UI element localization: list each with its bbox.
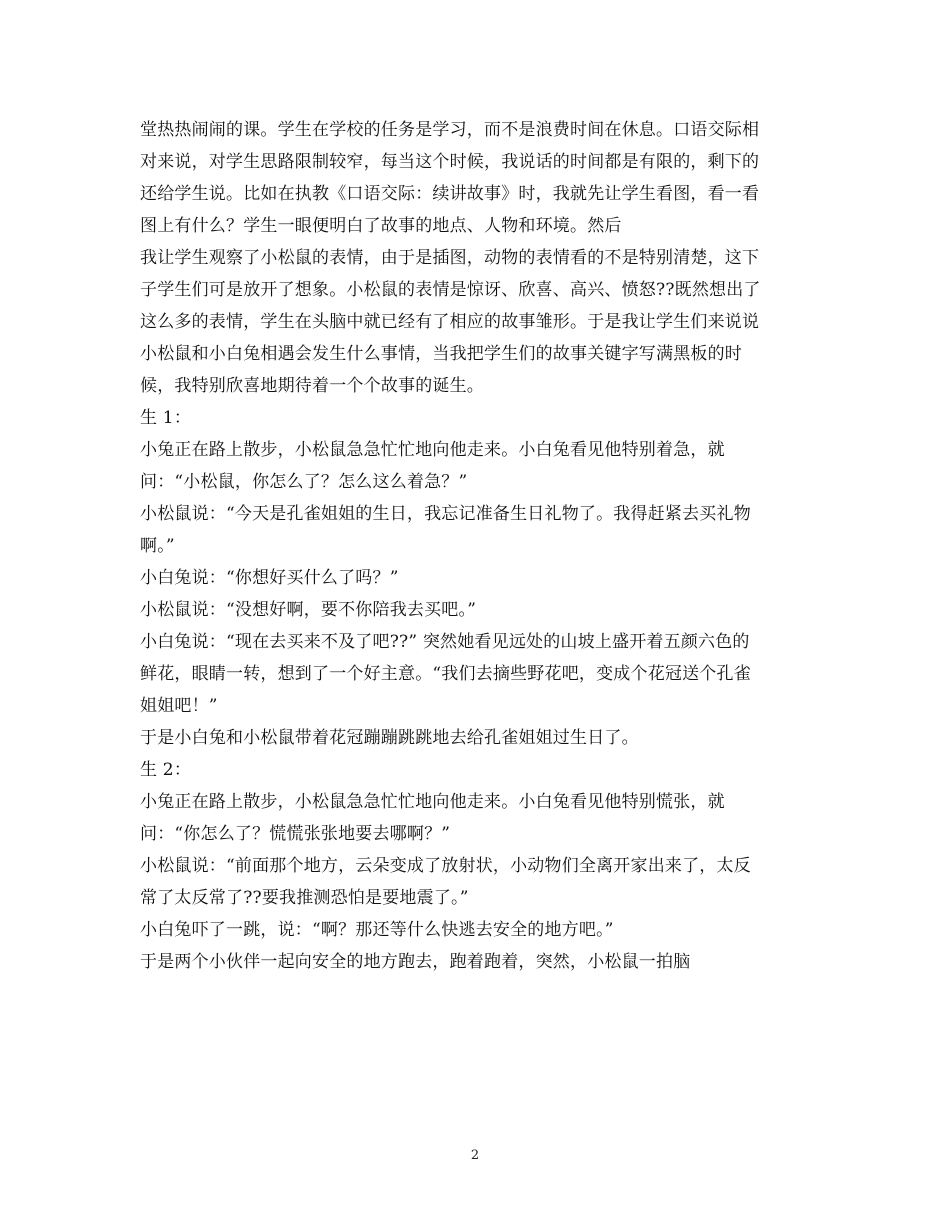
text-line: 问：“小松鼠，你怎么了？怎么这么着急？”: [140, 472, 468, 492]
text-line: 对来说，对学生思路限制较窄，每当这个时候，我说话的时间都是有限的，剩下的: [140, 152, 760, 172]
text-line: 于是小白兔和小松鼠带着花冠蹦蹦跳跳地去给孔雀姐姐过生日了。: [140, 728, 639, 748]
text-line: 小松鼠说：“前面那个地方，云朵变成了放射状，小动物们全离开家出来了，太反: [140, 856, 751, 876]
text-line: 还给学生说。比如在执教《口语交际：续讲故事》时，我就先让学生看图，看一看: [140, 184, 760, 204]
text-line: 小白兔吓了一跳，说：“啊？那还等什么快逃去安全的地方吧。”: [140, 920, 614, 940]
text-line: 堂热热闹闹的课。学生在学校的任务是学习，而不是浪费时间在休息。口语交际相: [140, 120, 760, 140]
text-line: 小松鼠说：“没想好啊，要不你陪我去买吧。”: [140, 600, 477, 620]
text-line: 小兔正在路上散步，小松鼠急急忙忙地向他走来。小白兔看见他特别慌张，就: [140, 792, 725, 812]
text-line: 我让学生观察了小松鼠的表情，由于是插图，动物的表情看的不是特别清楚，这下: [140, 248, 760, 268]
text-line: 候，我特别欣喜地期待着一个个故事的诞生。: [140, 376, 484, 396]
text-line: 鲜花，眼睛一转，想到了一个好主意。“我们去摘些野花吧，变成个花冠送个孔雀: [140, 664, 751, 684]
text-line: 常了太反常了??要我推测恐怕是要地震了。”: [140, 888, 469, 908]
text-line: 问：“你怎么了？慌慌张张地要去哪啊？”: [140, 824, 451, 844]
text-line: 小松鼠说：“今天是孔雀姐姐的生日，我忘记准备生日礼物了。我得赶紧去买礼物: [140, 504, 751, 524]
text-line: 这么多的表情，学生在头脑中就已经有了相应的故事雏形。于是我让学生们来说说: [140, 312, 760, 332]
text-line: 姐姐吧！”: [140, 696, 218, 716]
text-line: 于是两个小伙伴一起向安全的地方跑去，跑着跑着，突然，小松鼠一拍脑: [140, 952, 691, 972]
text-line: 啊。”: [140, 536, 175, 556]
text-line: 小白兔说：“你想好买什么了吗？”: [140, 568, 399, 588]
page-number: 2: [470, 1148, 480, 1163]
section-label: 生 2：: [140, 760, 192, 780]
text-line: 小松鼠和小白兔相遇会发生什么事情，当我把学生们的故事关键字写满黑板的时: [140, 344, 742, 364]
text-line: 图上有什么？学生一眼便明白了故事的地点、人物和环境。然后: [140, 216, 622, 236]
document-body: [140, 114, 820, 978]
text-line: 小白兔说：“现在去买来不及了吧??” 突然她看见远处的山坡上盛开着五颜六色的: [140, 632, 750, 652]
text-line: 子学生们可是放开了想象。小松鼠的表情是惊讶、欣喜、高兴、愤怒??既然想出了: [140, 280, 761, 300]
section-label: 生 1：: [140, 408, 192, 428]
text-line: 小兔正在路上散步，小松鼠急急忙忙地向他走来。小白兔看见他特别着急，就: [140, 440, 725, 460]
